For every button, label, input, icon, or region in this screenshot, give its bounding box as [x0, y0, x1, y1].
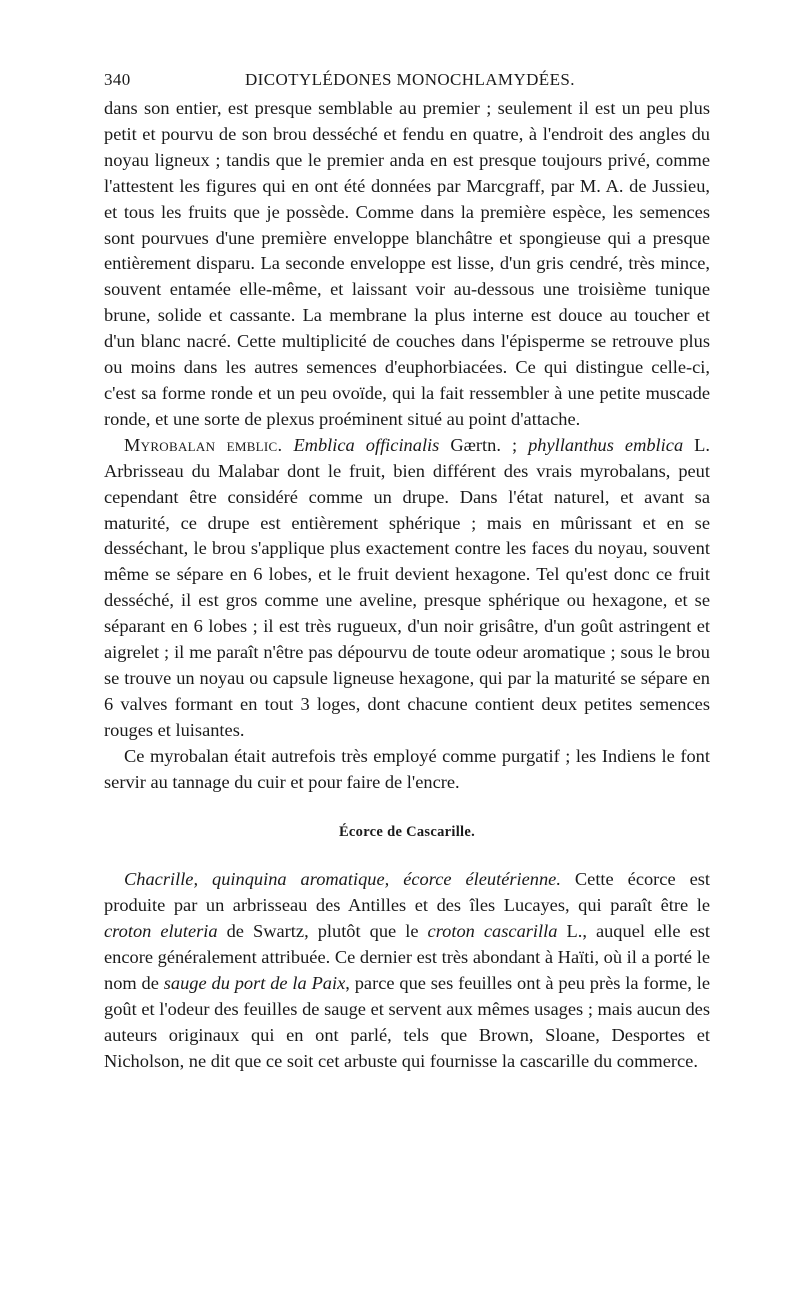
text-segment: L., auquel elle est encore généralement attribuée. Ce dernier est très abondant à Haïti, où il a porté le nom de	[104, 921, 710, 993]
paragraph-cascarille	[104, 867, 710, 1074]
authority-text: Gærtn. ;	[439, 434, 529, 455]
text-segment: , parce que ses feuilles ont à peu près la forme, le goût et l'odeur des feuilles de sauge et servent aux mêmes usages ; mais aucun des auteurs originaux qui en ont parlé, tels que Brown, Sloane, Desportes et Nicholson, ne dit que ce soit cet arbuste qui fournisse la cascarille du commerce.	[104, 973, 711, 1071]
species-croton-cascarilla: croton cascarilla	[427, 921, 558, 942]
paragraph-myrobalan-emblic	[104, 433, 710, 744]
paragraph-uses: Ce myrobalan était autrefois très employé comme purgatif ; les Indiens le font servir au tannage du cuir et pour faire de l'encre.	[104, 745, 710, 792]
paragraph-anda-seeds: dans son entier, est presque semblable au premier ; seulement il est un peu plus petit et pourvu de son brou desséché et fendu en quatre, à l'endroit des angles du noyau ligneux ; tandis que le premier anda en est presque toujours privé, comme l'attestent les figures qui en ont été données par Marcgraff, par M. A. de Jussieu, et tous les fruits que je possède. Comme dans la première espèce, les semences sont pourvues d'une première enveloppe blanchâtre et spongieuse qui a presque entièrement disparu. La seconde enveloppe est lisse, d'un gris cendré, très mince, souvent entamée elle-même, et laissant voir au-dessous une troisième tunique brune, solide et cassante. La membrane la plus interne est douce au toucher et d'un blanc nacré. Cette multiplicité de couches dans l'épisperme se retrouve plus ou moins dans les autres semences d'euphorbiacées. Ce qui distingue celle-ci, c'est sa forme ronde et un peu ovoïde, qui la fait ressembler à une petite muscade ronde, et une sorte de plexus proéminent situé au point d'attache.	[104, 98, 710, 429]
page-number: 340	[104, 70, 131, 89]
running-title: DICOTYLÉDONES MONOCHLAMYDÉES.	[245, 70, 575, 89]
book-page	[104, 70, 710, 1075]
page-header	[104, 70, 710, 96]
latin-name-emblica: Emblica officinalis	[293, 434, 440, 455]
local-name: sauge du port de la Paix	[163, 973, 346, 993]
latin-name-phyllanthus: phyllanthus emblica	[528, 434, 684, 455]
common-names: Chacrille, quinquina aromatique, écorce éleutérienne.	[124, 869, 561, 890]
text-segment: Cette écorce est produite par un arbrisseau des Antilles et des îles Lucayes, qui paraît être le	[104, 869, 710, 916]
body-text	[104, 96, 710, 1075]
description-text: L. Arbrisseau du Malabar dont le fruit, bien différent des vrais myrobalans, peut cependant être considéré comme un drupe. Dans l'état naturel, et avant sa maturité, ce drupe est entièrement sphérique ; mais en mûrissant et en se desséchant, le brou s'applique plus exactement contre les faces du noyau, souvent même se sépare en 6 lobes, et le fruit devient hexagone. Tel qu'est donc ce fruit desséché, il est gros comme une aveline, presque sphérique ou hexagone, et se séparant en 6 lobes ; il est très rugueux, d'un noir grisâtre, d'un goût astringent et aigrelet ; il me paraît n'être pas dépourvu de toute odeur aromatique ; sous le brou se trouve un noyau ou capsule ligneuse hexagone, qui par la maturité se sépare en 6 valves formant en tout 3 loges, dont chacune contient deux petites semences rouges et luisantes.	[104, 434, 710, 740]
section-heading: Écorce de Cascarille.	[338, 824, 476, 841]
species-croton-eluteria: croton eluteria	[104, 921, 218, 942]
species-common-name: Myrobalan emblic.	[124, 434, 283, 455]
text-segment: de Swartz, plutôt que le	[217, 921, 428, 942]
